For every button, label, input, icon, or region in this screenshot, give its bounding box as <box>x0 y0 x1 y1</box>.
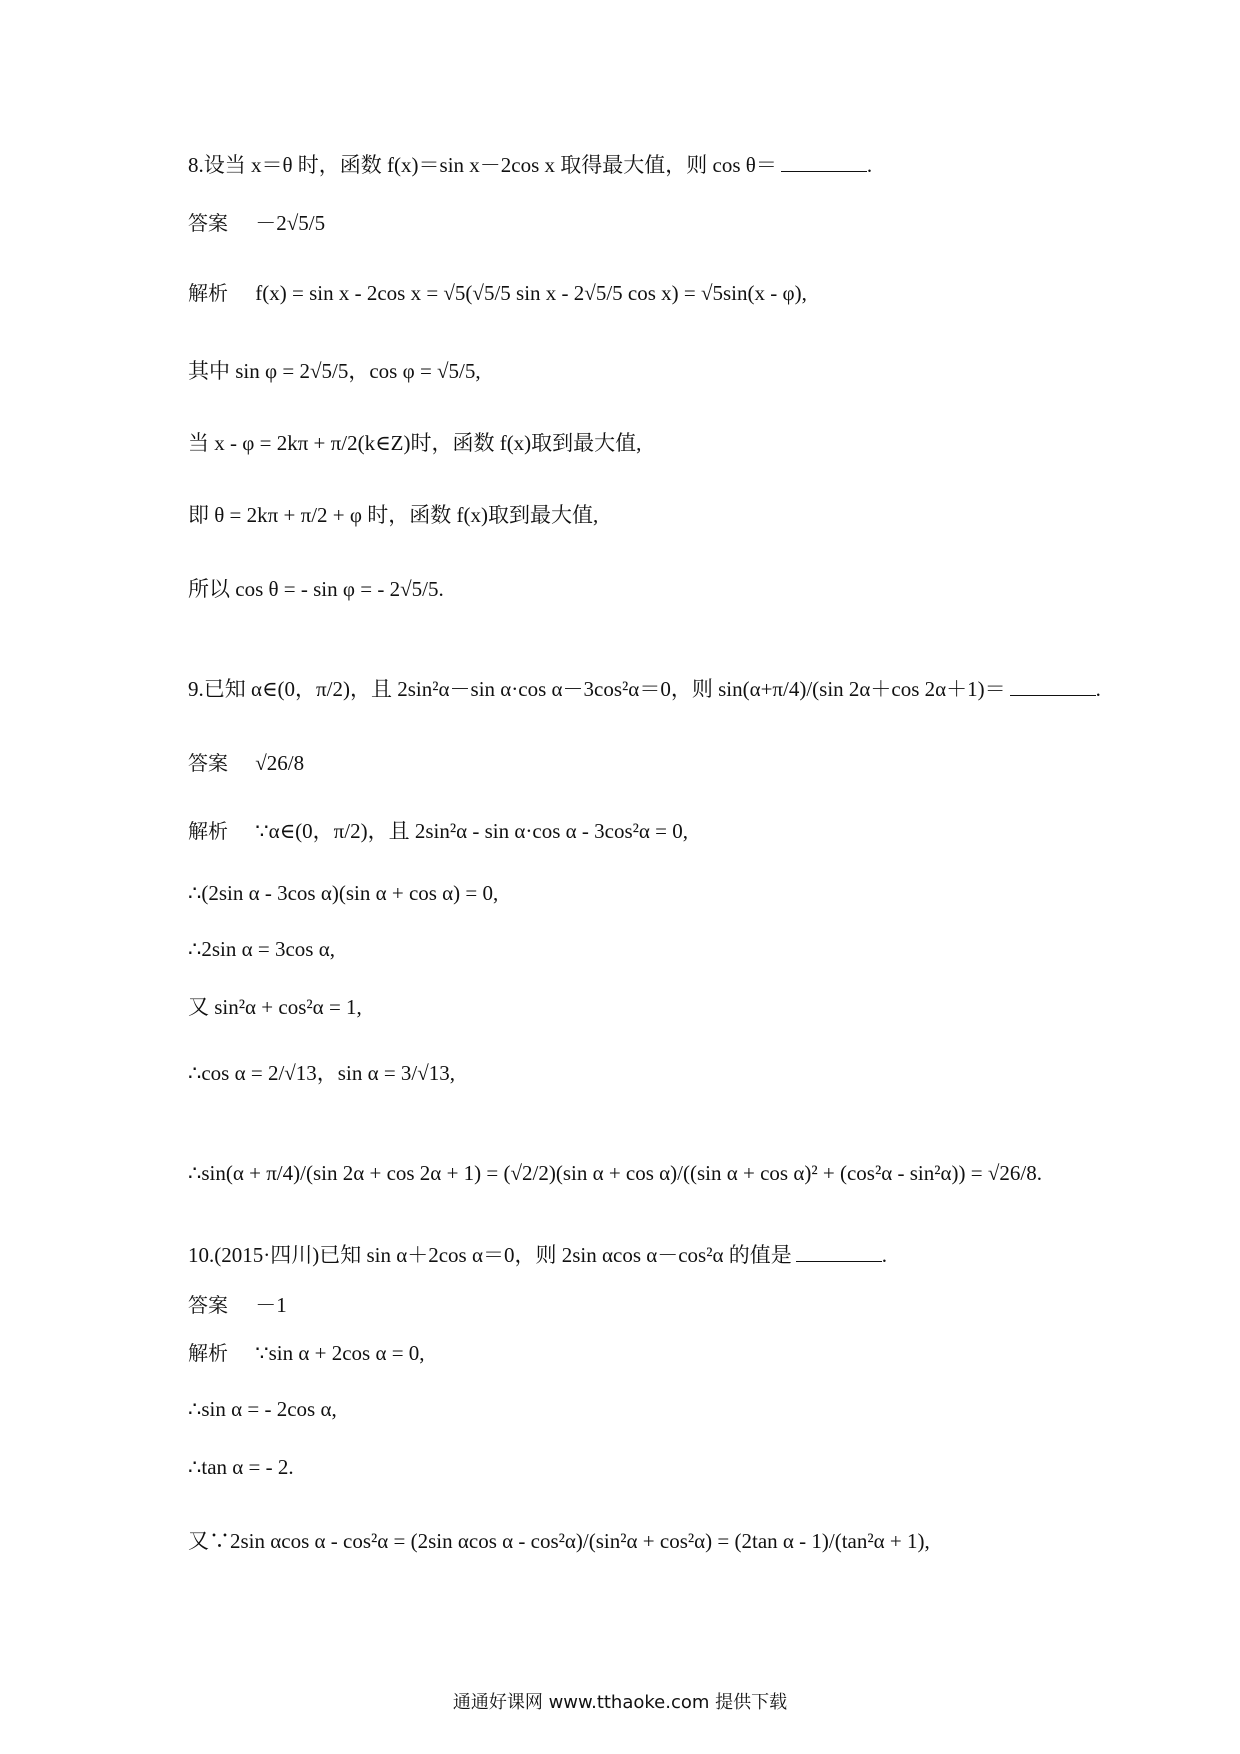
q10-solution-step-1: ∵sin α + 2cos α = 0, <box>255 1341 425 1365</box>
q9-answer-label: 答案 <box>188 751 228 775</box>
q9-solution-step-4: 又 sin²α + cos²α = 1, <box>188 995 362 1019</box>
q10-solution-line-1 <box>188 1338 425 1368</box>
q9-solution-line-4 <box>188 992 362 1022</box>
q8-question-text: 8.设当 x＝θ 时，函数 f(x)＝sin x－2cos x 取得最大值，则 cos θ＝ <box>188 153 777 177</box>
q9-solution-line-6 <box>188 1158 1042 1188</box>
q8-answer-blank <box>781 151 867 172</box>
q9-answer-blank <box>1010 675 1096 696</box>
q9-solution-step-2: ∴(2sin α - 3cos α)(sin α + cos α) = 0, <box>188 881 499 905</box>
q8-solution-label: 解析 <box>188 281 228 305</box>
q9-solution-step-1: ∵α∈(0，π/2)，且 2sin²α - sin α·cos α - 3cos²α = 0, <box>255 819 689 843</box>
q10-solution-step-2: ∴sin α = - 2cos α, <box>188 1397 337 1421</box>
q9-solution-label: 解析 <box>188 819 228 843</box>
q8-answer-value: －2√5/5 <box>255 211 326 235</box>
q9-answer <box>188 748 304 778</box>
q8-solution-step-2: 其中 sin φ = 2√5/5，cos φ = √5/5, <box>188 359 481 383</box>
q10-question-text: 10.(2015·四川)已知 sin α＋2cos α＝0，则 2sin αcos α－cos²α 的值是 <box>188 1243 792 1267</box>
q9-solution-line-3 <box>188 934 335 964</box>
q9-solution-step-6: ∴sin(α + π/4)/(sin 2α + cos 2α + 1) = (√2/2)(sin α + cos α)/((sin α + cos α)² + (cos²α - sin²α)) = √26/8. <box>188 1161 1042 1185</box>
q9-answer-value: √26/8 <box>255 751 305 775</box>
q10-answer <box>188 1290 287 1320</box>
q10-solution-line-4 <box>188 1526 930 1556</box>
q8-solution-line-3 <box>188 428 641 458</box>
page-footer: 通通好课网 www.tthaoke.com 提供下载 <box>452 1692 788 1713</box>
q8-solution-line-5 <box>188 574 444 604</box>
q10-solution-line-3 <box>188 1452 294 1482</box>
q9-solution-line-1 <box>188 816 688 846</box>
q10-answer-label: 答案 <box>188 1293 228 1317</box>
q9-solution-line-5 <box>188 1058 455 1088</box>
q8-solution-line-2 <box>188 356 481 386</box>
q8-answer-label: 答案 <box>188 211 228 235</box>
q9-solution-step-5: ∴cos α = 2/√13，sin α = 3/√13, <box>188 1061 456 1085</box>
q9-question: 9.已知 α∈(0，π/2)，且 2sin²α－sin α·cos α－3cos²α＝0，则 sin(α+π/4)/(sin 2α＋cos 2α＋1)＝ . <box>188 677 1101 701</box>
q8-answer <box>188 208 325 238</box>
q8-question: 8.设当 x＝θ 时，函数 f(x)＝sin x－2cos x 取得最大值，则 cos θ＝ . <box>188 153 873 177</box>
q10-solution-step-4: 又∵2sin αcos α - cos²α = (2sin αcos α - cos²α)/(sin²α + cos²α) = (2tan α - 1)/(tan²α + 1), <box>188 1529 930 1553</box>
q9-solution-line-2 <box>188 878 498 908</box>
q10-question: 10.(2015·四川)已知 sin α＋2cos α＝0，则 2sin αcos α－cos²α 的值是 . <box>188 1243 888 1267</box>
q8-solution-step-5: 所以 cos θ = - sin φ = - 2√5/5. <box>188 577 444 601</box>
q8-solution-step-4: 即 θ = 2kπ + π/2 + φ 时，函数 f(x)取到最大值, <box>188 503 599 527</box>
q8-solution-step-1: f(x) = sin x - 2cos x = √5(√5/5 sin x - 2√5/5 cos x) = √5sin(x - φ), <box>255 281 807 305</box>
q10-solution-step-3: ∴tan α = - 2. <box>188 1455 294 1479</box>
q10-answer-value: －1 <box>255 1293 287 1317</box>
q10-solution-line-2 <box>188 1394 337 1424</box>
q8-solution-line-4 <box>188 500 598 530</box>
q8-solution-step-3: 当 x - φ = 2kπ + π/2(k∈Z)时，函数 f(x)取到最大值, <box>188 431 642 455</box>
q10-solution-label: 解析 <box>188 1341 228 1365</box>
q10-answer-blank <box>796 1241 882 1262</box>
q8-solution-line-1 <box>188 278 807 308</box>
q9-solution-step-3: ∴2sin α = 3cos α, <box>188 937 335 961</box>
q9-question-text: 9.已知 α∈(0，π/2)，且 2sin²α－sin α·cos α－3cos²α＝0，则 sin(α+π/4)/(sin 2α＋cos 2α＋1)＝ <box>188 677 1006 701</box>
